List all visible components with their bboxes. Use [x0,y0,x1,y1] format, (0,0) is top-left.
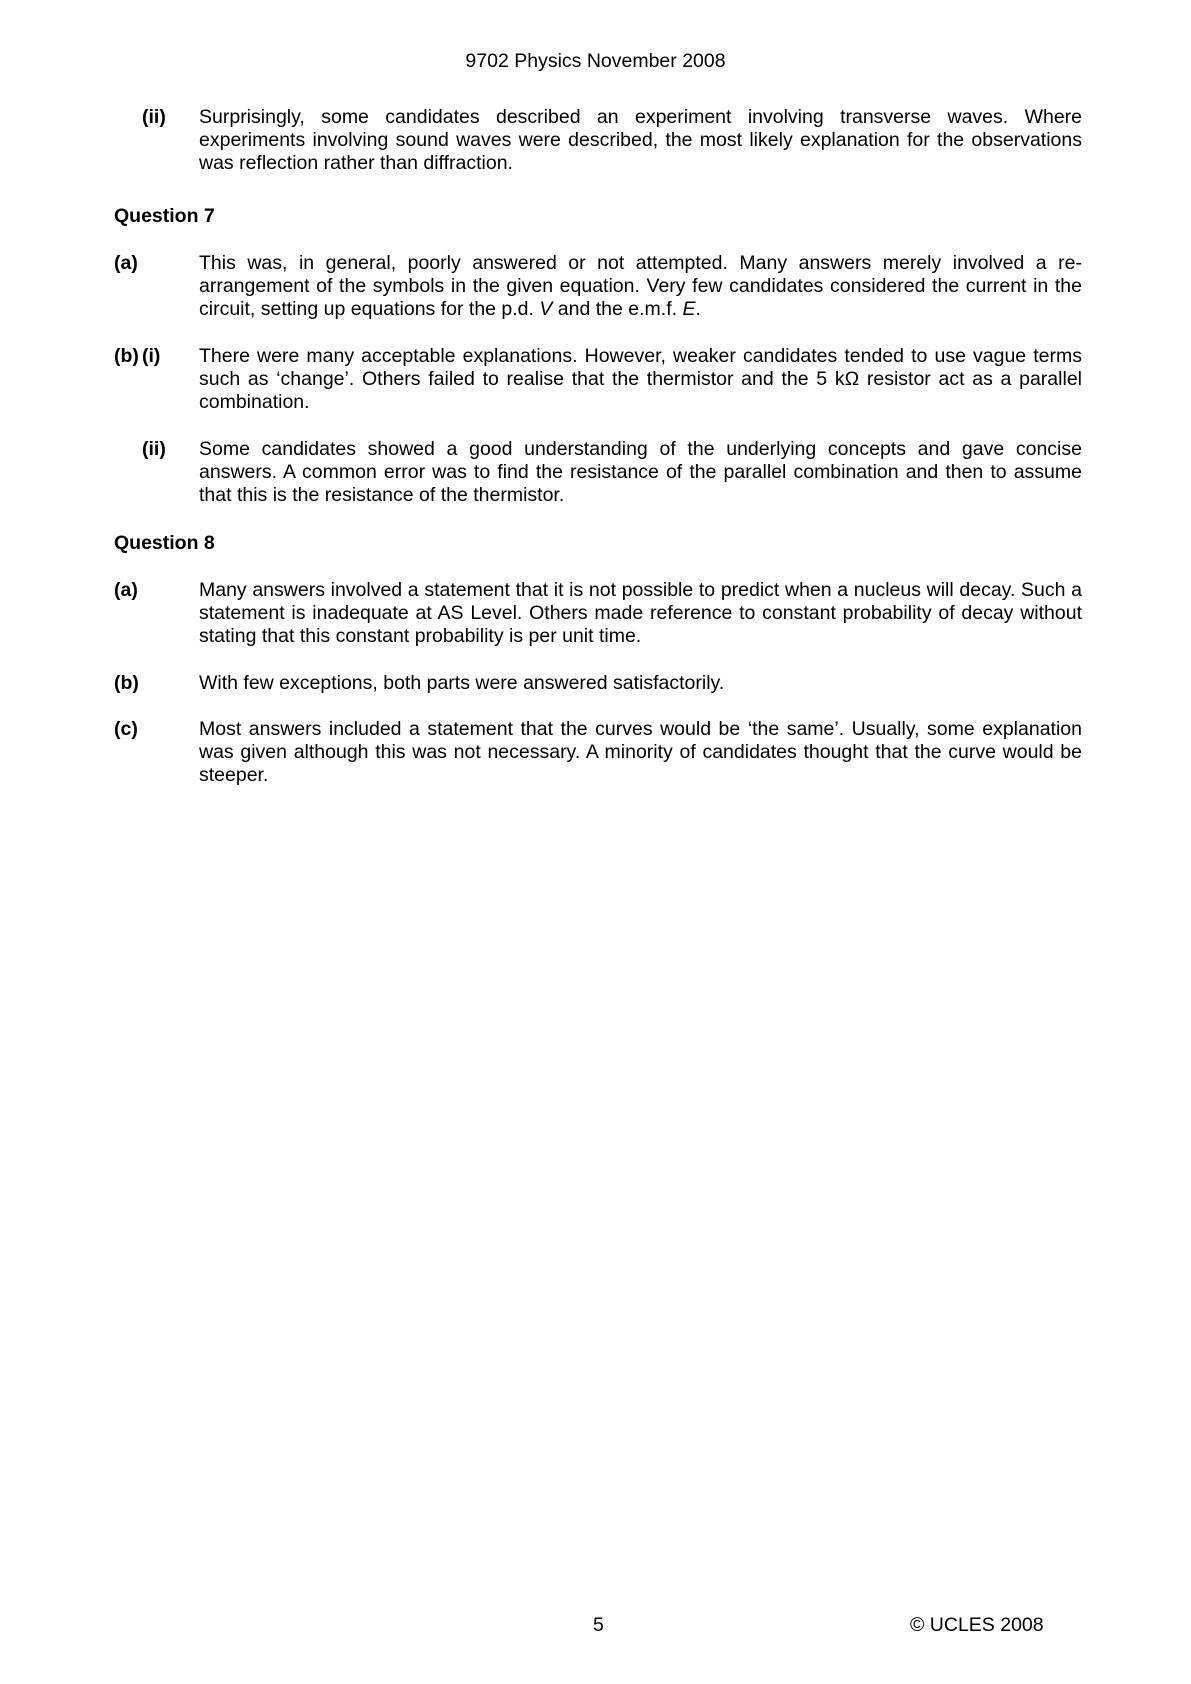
q8-part-b [114,672,1082,695]
q7-part-a-text-3: . [695,298,701,320]
q7-part-a-label: (a) [114,252,138,274]
q8-part-c [114,718,1082,787]
q7-part-b-ii [114,438,1082,507]
q8-part-c-text: Most answers included a statement that the curves would be ‘the same’. Usually, some explanation was given although this was not necessary. A minority of candidates thought that the curve would be steeper. [199,718,1082,786]
q6-part-ii [114,106,1082,175]
copyright: © UCLES 2008 [910,1614,1044,1636]
question-7-heading: Question 7 [114,205,215,227]
q8-part-a-text: Many answers involved a statement that it is not possible to predict when a nucleus will decay. Such a statement is inadequate at AS Level. Others made reference to constant probability of decay without stating that this constant probability is per unit time. [199,579,1082,647]
q8-part-b-label: (b) [114,672,139,694]
q8-part-c-label: (c) [114,718,138,740]
page-number: 5 [593,1614,604,1636]
q7-part-b-i-label: (i) [142,345,161,367]
page-header: 9702 Physics November 2008 [465,50,726,72]
q8-part-a [114,579,1082,648]
q7-part-a-text-2: and the e.m.f. [552,298,683,320]
q7-part-a-text [199,252,1082,321]
symbol-e: E [682,298,696,320]
q6-part-ii-label: (ii) [142,106,166,128]
question-8-heading: Question 8 [114,532,215,554]
q7-part-b-ii-label: (ii) [142,438,166,460]
symbol-v: V [539,298,553,320]
q7-part-b-label: (b) [114,345,139,367]
q8-part-b-text: With few exceptions, both parts were answered satisfactorily. [199,672,725,694]
q7-part-b-i-text: There were many acceptable explanations. However, weaker candidates tended to use vague terms such as ‘change’. Others failed to realise that the thermistor and the 5 kΩ resistor act as a parallel combination. [199,345,1082,413]
q8-part-a-label: (a) [114,579,138,601]
q7-part-b-i [114,345,1082,414]
q7-part-a [114,252,1082,321]
q7-part-a-text-1: This was, in general, poorly answered or not attempted. Many answers merely involved a re-arrangement of the symbols in the given equation. Very few candidates considered the current in the circuit, setting up equations for the p.d. [199,252,1082,320]
q6-part-ii-text: Surprisingly, some candidates described an experiment involving transverse waves. Where experiments involving sound waves were described, the most likely explanation for the observations was reflection rather than diffraction. [199,106,1082,174]
q7-part-b-ii-text: Some candidates showed a good understanding of the underlying concepts and gave concise answers. A common error was to find the resistance of the parallel combination and then to assume that this is the resistance of the thermistor. [199,438,1082,506]
